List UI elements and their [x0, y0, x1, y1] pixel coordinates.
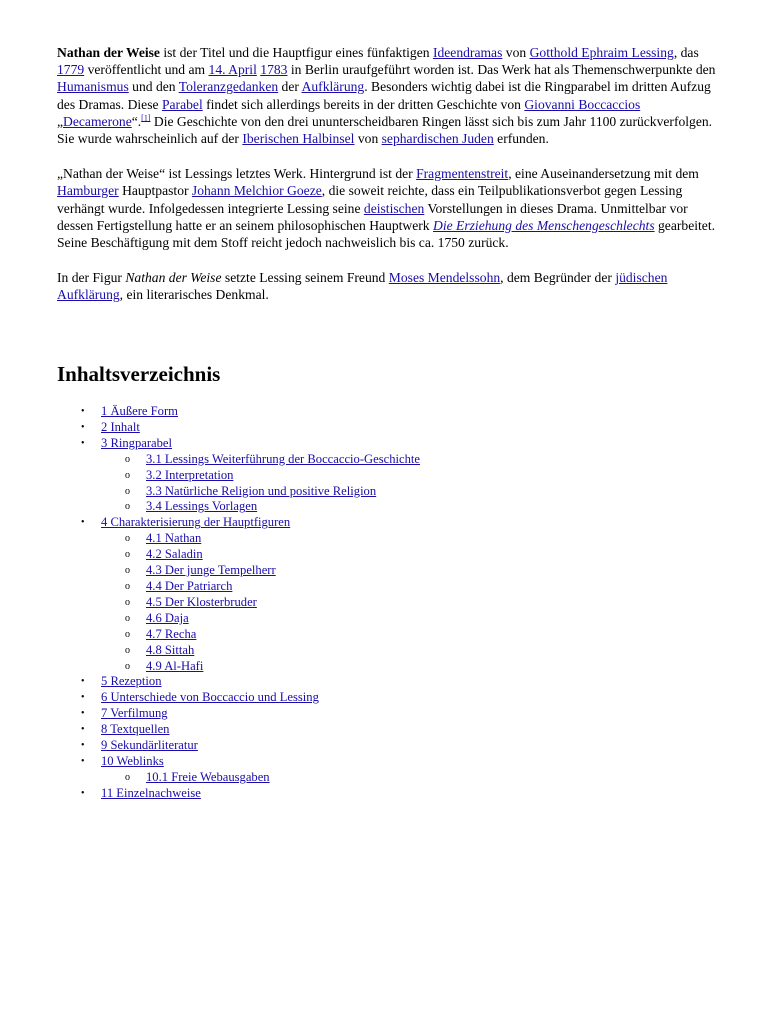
link-iberische-halbinsel[interactable]: Iberischen Halbinsel: [242, 131, 355, 147]
toc-sublist: [101, 770, 717, 786]
toc-subitem: [101, 563, 717, 579]
toc-link-3-3[interactable]: 3.3 Natürliche Religion und positive Religion: [146, 483, 377, 498]
link-humanismus[interactable]: Humanismus: [57, 79, 129, 95]
circle-bullet-icon: o: [125, 469, 130, 481]
toc-link-5[interactable]: 5 Rezeption: [101, 674, 162, 689]
link-mendelssohn[interactable]: Moses Mendelssohn: [388, 270, 501, 286]
toc-item: [57, 674, 717, 690]
link-1783[interactable]: 1783: [260, 62, 288, 78]
toc-link-4-9[interactable]: 4.9 Al-Hafi: [146, 658, 204, 673]
text-run: und den: [128, 79, 179, 95]
bullet-icon: •: [81, 740, 85, 752]
text-run: , die soweit reichte, dass ein Teilpublikationsverbot gegen Lessing verhängt wurde. Infolgedessen integrierte Lessing seine: [57, 183, 683, 216]
toc-link-4[interactable]: 4 Charakterisierung der Hauptfiguren: [101, 515, 291, 530]
text-run: Die Geschichte von den drei ununterscheidbaren Ringen lässt sich bis zum Jahr 1100 zurückverfolgen. Sie wurde wahrscheinlich auf der: [57, 113, 713, 147]
toc-link-3-4[interactable]: 3.4 Lessings Vorlagen: [146, 499, 258, 514]
toc-heading: Inhaltsverzeichnis: [57, 362, 221, 386]
toc-link-2[interactable]: 2 Inhalt: [101, 419, 140, 434]
text-run: , dem Begründer der: [500, 270, 616, 286]
text-run: gearbeitet. Seine Beschäftigung mit dem Stoff reicht jedoch nachweislich bis ca. 1750 zurück.: [57, 217, 715, 251]
toc-item: [57, 420, 717, 436]
footnote-ref-1[interactable]: [1]: [141, 113, 151, 123]
link-juedische-aufklaerung[interactable]: jüdischen Aufklärung: [57, 270, 668, 303]
toc-link-3-2[interactable]: 3.2 Interpretation: [146, 467, 234, 482]
circle-bullet-icon: o: [125, 485, 130, 497]
toc-link-6[interactable]: 6 Unterschiede von Boccaccio und Lessing: [101, 690, 319, 705]
bullet-icon: •: [81, 676, 85, 688]
toc-item: [57, 515, 717, 674]
text-run: veröffentlicht und am: [84, 62, 209, 78]
text-run: Hauptpastor: [118, 183, 192, 199]
text-run: , eine Auseinandersetzung mit dem: [508, 166, 699, 182]
circle-bullet-icon: o: [125, 612, 130, 624]
bullet-icon: •: [81, 787, 85, 799]
circle-bullet-icon: o: [125, 628, 130, 640]
circle-bullet-icon: o: [125, 596, 130, 608]
text-run: in Berlin uraufgeführt worden ist. Das Werk hat als Themenschwerpunkte den: [287, 62, 716, 78]
link-toleranzgedanken[interactable]: Toleranzgedanken: [178, 79, 279, 95]
table-of-contents: [57, 404, 717, 802]
text-run: Vorstellungen in dieses Drama. Unmittelbar vor dessen Fertigstellung hatte er an seinem philosophischen Hauptwerk: [57, 200, 688, 233]
intro-paragraph-3: [57, 269, 717, 303]
link-parabel[interactable]: Parabel: [161, 96, 203, 112]
link-fragmentenstreit[interactable]: Fragmentenstreit: [416, 166, 509, 182]
intro-paragraph-2: [57, 165, 717, 251]
toc-link-3-1[interactable]: 3.1 Lessings Weiterführung der Boccaccio-Geschichte: [146, 451, 420, 466]
bullet-icon: •: [81, 724, 85, 736]
text-run: der: [278, 79, 302, 95]
text-run: In der Figur: [57, 270, 126, 286]
link-14-april[interactable]: 14. April: [208, 62, 257, 78]
article-title-bold: Nathan der Weise: [57, 45, 160, 60]
link-erziehung-menschengeschlecht[interactable]: Die Erziehung des Menschengeschlechts: [433, 217, 655, 233]
text-run: von: [502, 45, 530, 60]
toc-subitem: [101, 595, 717, 611]
text-run: setzte Lessing seinem Freund: [221, 270, 389, 286]
text-run: “.: [131, 113, 142, 129]
toc-item: [57, 436, 717, 516]
toc-subitem: [101, 499, 717, 515]
toc-link-4-4[interactable]: 4.4 Der Patriarch: [146, 578, 233, 593]
link-ideendramas[interactable]: Ideendramas: [432, 45, 503, 60]
circle-bullet-icon: o: [125, 771, 130, 783]
toc-item: [57, 754, 717, 786]
text-run: erfunden.: [493, 131, 549, 147]
toc-subitem: [101, 531, 717, 547]
bullet-icon: •: [81, 692, 85, 704]
link-goeze[interactable]: Johann Melchior Goeze: [191, 183, 322, 199]
toc-item: [57, 738, 717, 754]
toc-subitem: [101, 547, 717, 563]
toc-link-3[interactable]: 3 Ringparabel: [101, 435, 172, 450]
toc-link-4-2[interactable]: 4.2 Saladin: [146, 547, 203, 562]
circle-bullet-icon: o: [125, 501, 130, 513]
toc-link-8[interactable]: 8 Textquellen: [101, 722, 170, 737]
toc-link-10-1[interactable]: 10.1 Freie Webausgaben: [146, 769, 270, 784]
toc-link-4-5[interactable]: 4.5 Der Klosterbruder: [146, 594, 257, 609]
toc-link-4-1[interactable]: 4.1 Nathan: [146, 531, 202, 546]
toc-item: [57, 690, 717, 706]
circle-bullet-icon: o: [125, 453, 130, 465]
toc-subitem: [101, 484, 717, 500]
text-run: von: [354, 131, 382, 147]
toc-link-4-3[interactable]: 4.3 Der junge Tempelherr: [146, 563, 276, 578]
toc-subitem: [101, 452, 717, 468]
link-boccaccio[interactable]: Giovanni Boccaccios: [524, 96, 641, 112]
intro-paragraph-1: [57, 44, 717, 147]
toc-link-1[interactable]: 1 Äußere Form: [101, 404, 178, 418]
toc-subitem: [101, 643, 717, 659]
circle-bullet-icon: o: [125, 549, 130, 561]
text-run: ist der Titel und die Hauptfigur eines fünfaktigen: [159, 45, 433, 60]
link-lessing[interactable]: Gotthold Ephraim Lessing: [529, 45, 674, 60]
text-run: , das: [673, 45, 699, 60]
toc-link-11[interactable]: 11 Einzelnachweise: [101, 785, 201, 800]
toc-link-9[interactable]: 9 Sekundärliteratur: [101, 738, 198, 753]
toc-subitem: [101, 627, 717, 643]
circle-bullet-icon: o: [125, 660, 130, 672]
bullet-icon: •: [81, 437, 85, 449]
text-run: „Nathan der Weise“ ist Lessings letztes Werk. Hintergrund ist der: [57, 166, 417, 182]
link-deistischen[interactable]: deistischen: [363, 200, 425, 216]
text-run: , ein literarisches Denkmal.: [119, 287, 269, 303]
toc-subitem: [101, 659, 717, 675]
italic-title: Nathan der Weise: [125, 270, 222, 286]
toc-sublist: [101, 452, 717, 516]
text-run: . Besonders wichtig dabei ist die Ringparabel im dritten Aufzug des Dramas. Diese: [57, 79, 711, 112]
link-hamburger[interactable]: Hamburger: [57, 183, 119, 199]
toc-subitem: [101, 468, 717, 484]
toc-link-7[interactable]: 7 Verfilmung: [101, 706, 168, 721]
text-run: „: [57, 113, 64, 129]
link-sephardische-juden[interactable]: sephardischen Juden: [381, 131, 494, 147]
link-1779[interactable]: 1779: [57, 62, 85, 78]
toc-sublist: [101, 531, 717, 674]
article-body: [57, 44, 717, 322]
toc-item: [57, 722, 717, 738]
toc-subitem: [101, 770, 717, 786]
link-decamerone[interactable]: Decamerone: [63, 113, 132, 129]
bullet-icon: •: [81, 421, 85, 433]
toc-subitem: [101, 579, 717, 595]
bullet-icon: •: [81, 708, 85, 720]
toc-link-4-8[interactable]: 4.8 Sittah: [146, 642, 195, 657]
text-run: findet sich allerdings bereits in der dritten Geschichte von: [202, 96, 525, 112]
bullet-icon: •: [81, 755, 85, 767]
toc-item: [57, 404, 717, 420]
circle-bullet-icon: o: [125, 533, 130, 545]
toc-link-4-7[interactable]: 4.7 Recha: [146, 626, 197, 641]
toc-item: [57, 786, 717, 802]
link-aufklaerung[interactable]: Aufklärung: [301, 79, 365, 95]
toc-link-10[interactable]: 10 Weblinks: [101, 753, 164, 768]
circle-bullet-icon: o: [125, 644, 130, 656]
circle-bullet-icon: o: [125, 565, 130, 577]
bullet-icon: •: [81, 406, 85, 417]
circle-bullet-icon: o: [125, 580, 130, 592]
toc-link-4-6[interactable]: 4.6 Daja: [146, 610, 189, 625]
toc-item: [57, 706, 717, 722]
bullet-icon: •: [81, 517, 85, 529]
toc-subitem: [101, 611, 717, 627]
